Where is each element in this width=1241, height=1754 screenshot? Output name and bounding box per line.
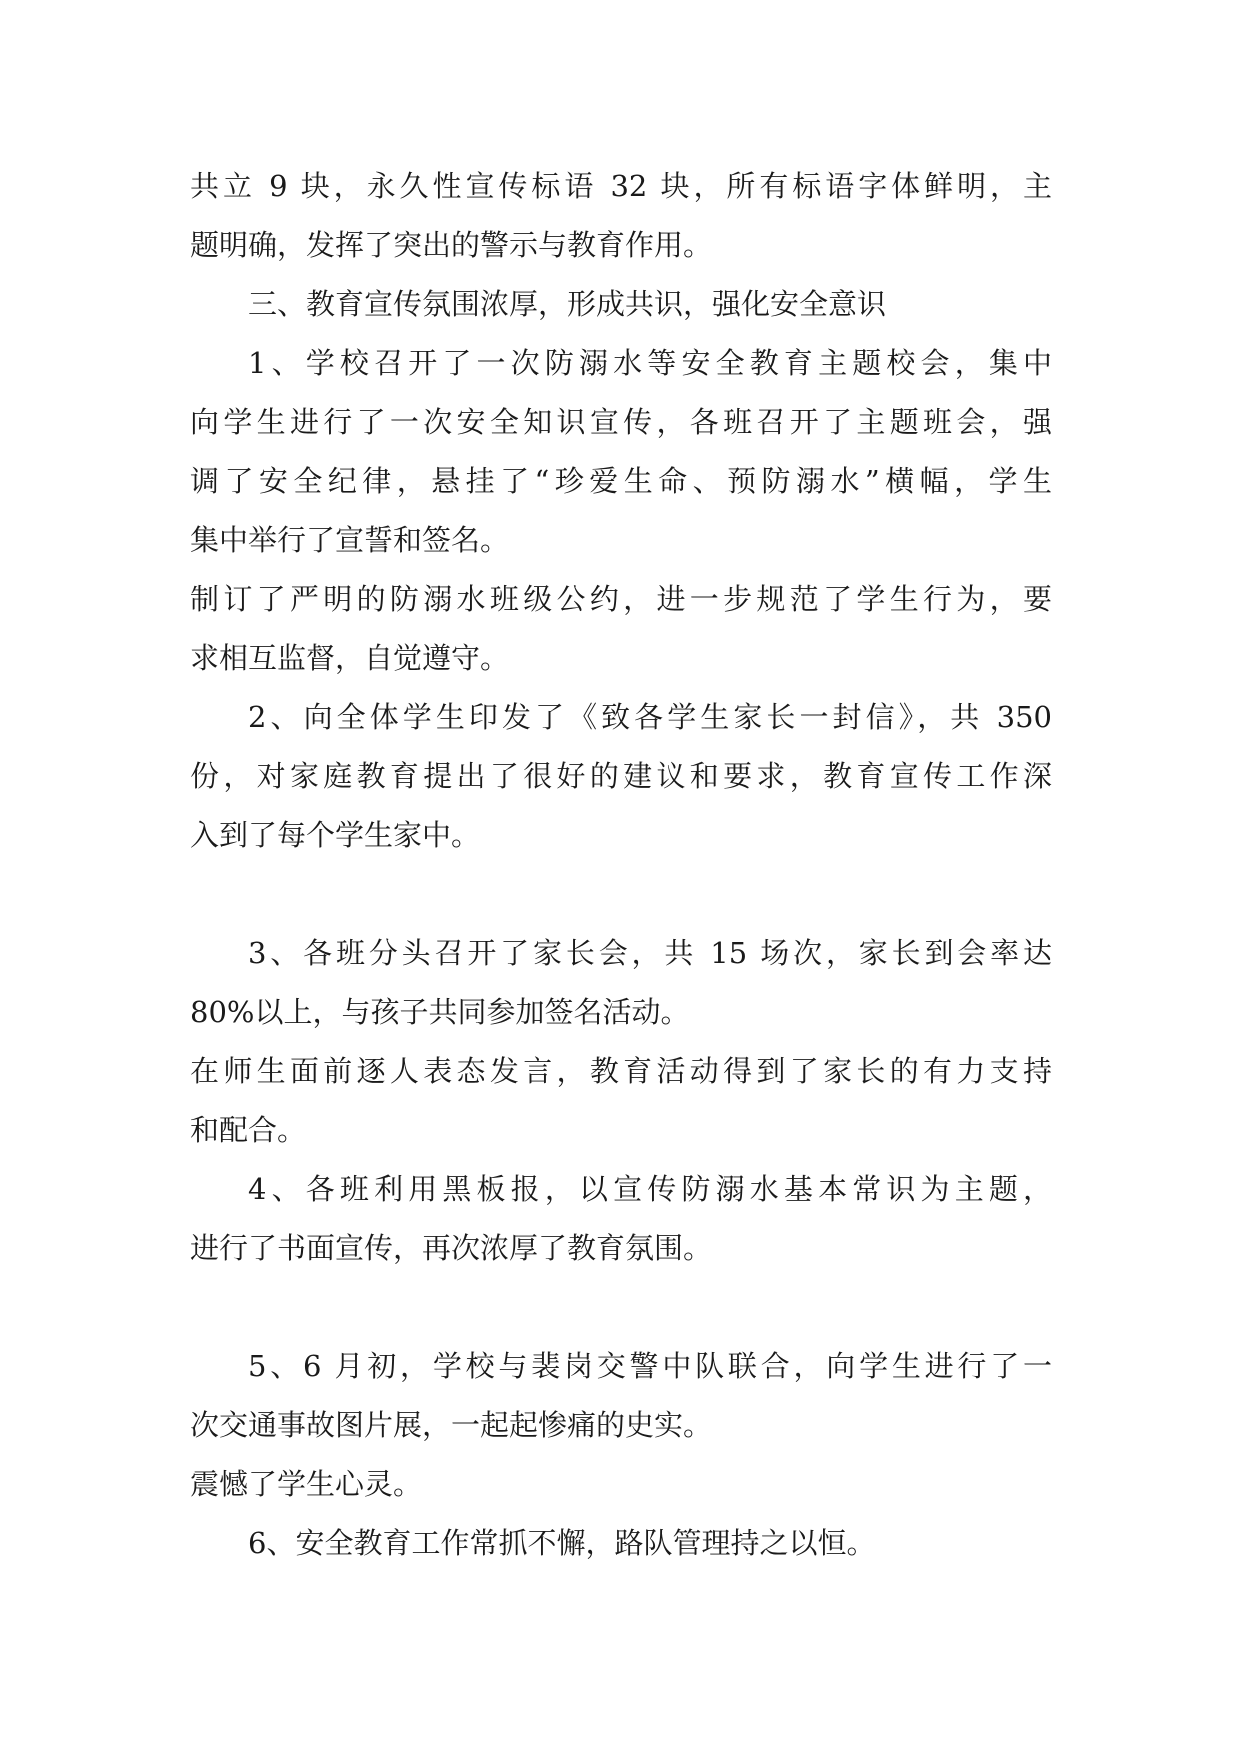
text-line: 震憾了学生心灵。 bbox=[190, 1467, 423, 1501]
text-line: 进行了书面宣传，再次浓厚了教育氛围。 bbox=[190, 1231, 713, 1265]
text-line: 调了安全纪律，悬挂了“珍爱生命、预防溺水”横幅，学生 bbox=[190, 464, 1052, 498]
text-line: 3、各班分头召开了家长会，共 15 场次，家长到会率达 bbox=[248, 936, 1052, 970]
text-line: 集中举行了宣誓和签名。 bbox=[190, 523, 510, 557]
text-line: 份，对家庭教育提出了很好的建议和要求，教育宣传工作深 bbox=[190, 759, 1052, 793]
text-line: 求相互监督，自觉遵守。 bbox=[190, 641, 510, 675]
text-line: 共立 9 块，永久性宣传标语 32 块，所有标语字体鲜明，主 bbox=[190, 169, 1052, 203]
section-heading: 三、教育宣传氛围浓厚，形成共识，强化安全意识 bbox=[248, 287, 887, 321]
text-line: 80%以上，与孩子共同参加签名活动。 bbox=[190, 995, 690, 1029]
text-line: 4、各班利用黑板报，以宣传防溺水基本常识为主题， bbox=[248, 1172, 1052, 1206]
text-line: 在师生面前逐人表态发言，教育活动得到了家长的有力支持 bbox=[190, 1054, 1052, 1088]
text-line: 6、安全教育工作常抓不懈，路队管理持之以恒。 bbox=[248, 1526, 876, 1560]
text-line: 2、向全体学生印发了《致各学生家长一封信》，共 350 bbox=[248, 700, 1052, 734]
text-line: 次交通事故图片展，一起起惨痛的史实。 bbox=[190, 1408, 713, 1442]
text-line: 向学生进行了一次安全知识宣传，各班召开了主题班会，强 bbox=[190, 405, 1052, 439]
text-line: 入到了每个学生家中。 bbox=[190, 818, 481, 852]
text-line: 1、学校召开了一次防溺水等安全教育主题校会，集中 bbox=[248, 346, 1052, 380]
text-line: 制订了严明的防溺水班级公约，进一步规范了学生行为，要 bbox=[190, 582, 1052, 616]
text-line: 题明确，发挥了突出的警示与教育作用。 bbox=[190, 228, 713, 262]
text-line: 5、6 月初，学校与裴岗交警中队联合，向学生进行了一 bbox=[248, 1349, 1052, 1383]
text-line: 和配合。 bbox=[190, 1113, 307, 1147]
